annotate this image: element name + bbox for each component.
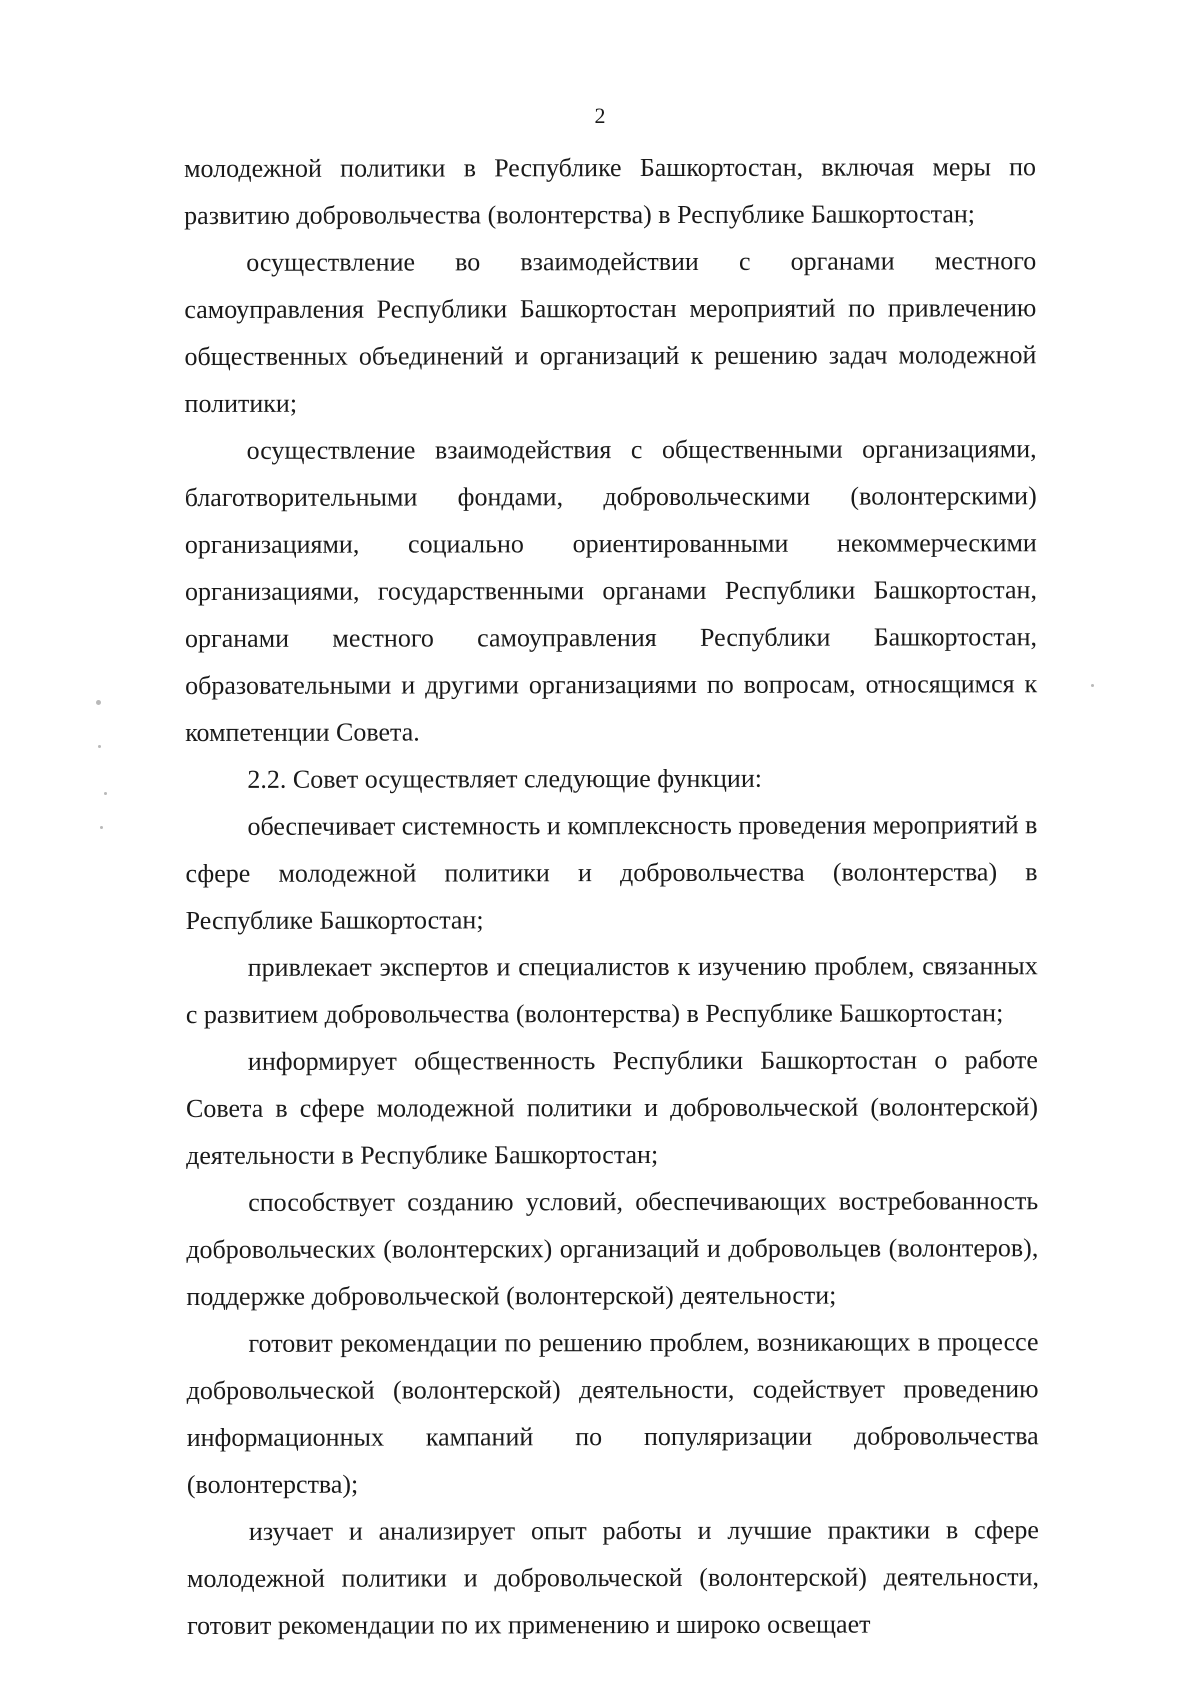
function-inform-public: информирует общественность Республики Башкортостан о работе Совета в сфере молодежной политики и добровольческой (волонтерской) деятельности в Республике Башкортостан;: [185, 1045, 1039, 1170]
page-number: 2: [594, 103, 606, 128]
scan-speck: [100, 826, 103, 829]
document-body: [184, 143, 1039, 1649]
paragraph-interaction-local-government: осуществление во взаимодействии с органами местного самоуправления Республики Башкортостан мероприятий по привлечению общественных объединений и организаций к решению задач молодежной политики;: [184, 246, 1037, 418]
section-2-2-heading: 2.2. Совет осуществляет следующие функции:: [247, 763, 763, 794]
scan-speck: [1091, 684, 1094, 687]
function-experts: привлекает экспертов и специалистов к изучению проблем, связанных с развитием добровольчества (волонтерства) в Республике Башкортостан;: [185, 951, 1038, 1029]
function-recommendations: готовит рекомендации по решению проблем, возникающих в процессе добровольческой (волонтерской) деятельности, содействует проведению информационных кампаний по популяризации добровольчества (волонтерства);: [186, 1327, 1039, 1499]
function-best-practices: изучает и анализирует опыт работы и лучшие практики в сфере молодежной политики и добровольческой (волонтерской) деятельности, готовит рекомендации по их применению и широко освещает: [186, 1515, 1040, 1640]
scan-speck: [96, 700, 101, 705]
function-systematic-events: обеспечивает системность и комплексность проведения мероприятий в сфере молодежной политики и добровольчества (волонтерства) в Республике Башкортостан;: [185, 810, 1038, 935]
paragraph-interaction-organizations: осуществление взаимодействия с общественными организациями, благотворительными фондами, добровольческими (волонтерскими) организациями, социально ориентированными некоммерческими организациями, государственными органами Республики Башкортостан, органами местного самоуправления Республики Башкортостан, образовательными и другими организациями по вопросам, относящимся к компетенции Совета.: [184, 434, 1038, 747]
paragraph-continuation: молодежной политики в Республике Башкортостан, включая меры по развитию добровольчества (волонтерства) в Республике Башкортостан;: [184, 152, 1037, 230]
scan-speck: [104, 792, 107, 795]
scan-speck: [98, 745, 101, 748]
function-conditions: способствует созданию условий, обеспечивающих востребованность добровольческих (волонтерских) организаций и добровольцев (волонтеров), поддержке добровольческой (волонтерской) деятельности;: [186, 1186, 1039, 1311]
